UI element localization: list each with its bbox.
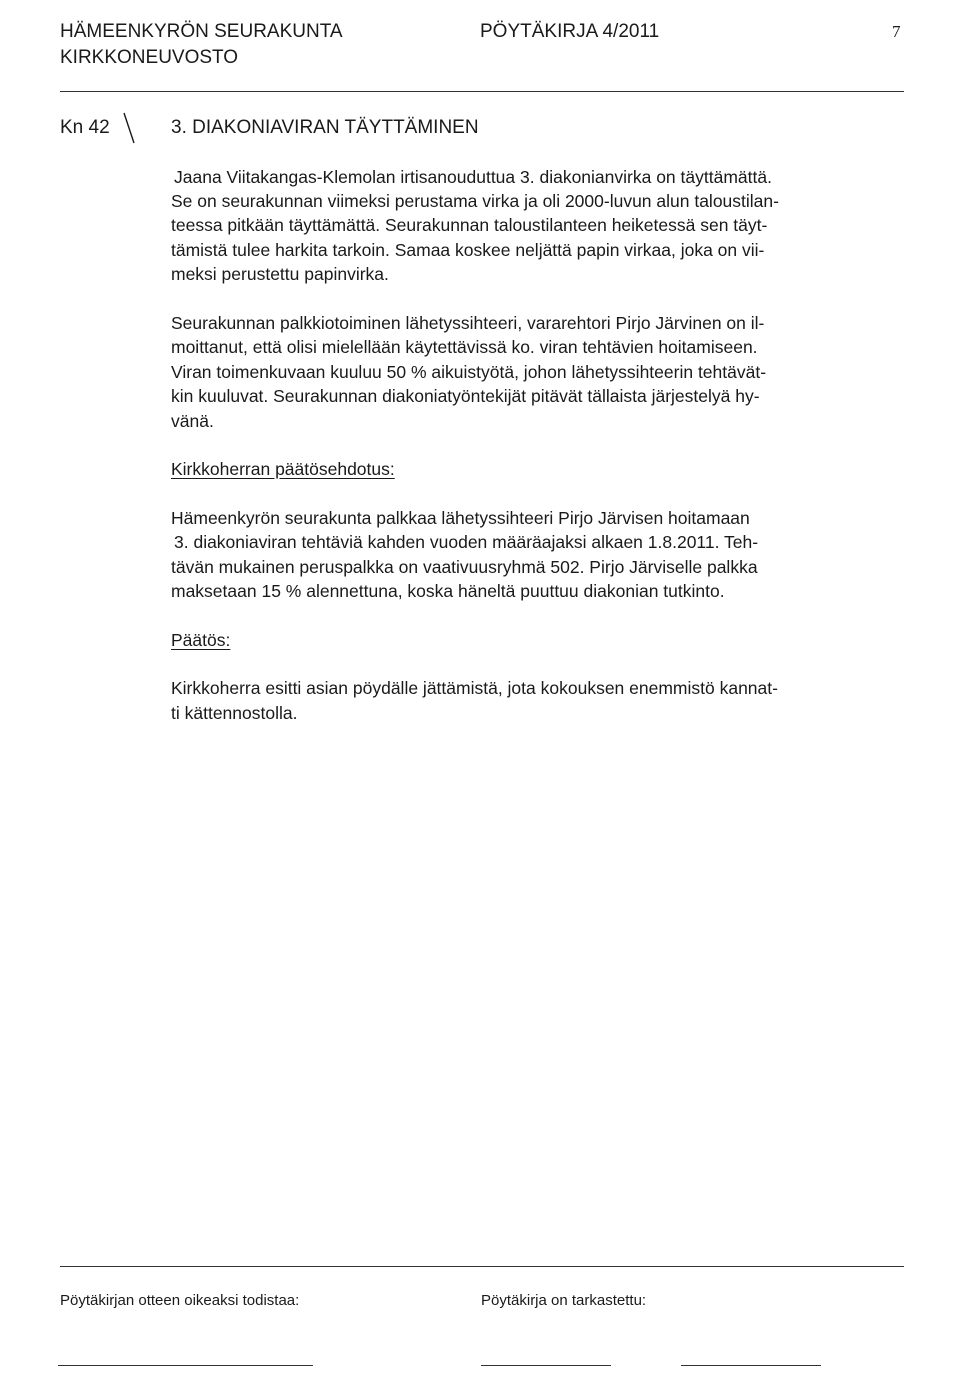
text-line: vänä.: [171, 411, 214, 431]
text-line: Kirkkoherra esitti asian pöydälle jättämistä, jota kokouksen enemmistö kannat-: [171, 678, 778, 698]
text-line: meksi perustettu papinvirka.: [171, 264, 389, 284]
text-line: tämistä tulee harkita tarkoin. Samaa koskee neljättä papin virkaa, joka on vii-: [171, 240, 765, 260]
text-line: kin kuuluvat. Seurakunnan diakoniatyöntekijät pitävät tällaista järjestelyä hy-: [171, 386, 760, 406]
signature-line: [481, 1365, 611, 1366]
signature-line: [681, 1365, 821, 1366]
footer-rule: [60, 1266, 904, 1267]
header-document: PÖYTÄKIRJA 4/2011: [480, 21, 660, 42]
footer-checked-label: Pöytäkirja on tarkastettu:: [481, 1292, 647, 1309]
section-sign-icon: [122, 111, 136, 145]
decision-heading: Päätös:: [171, 630, 231, 650]
footer-certify-label: Pöytäkirjan otteen oikeaksi todistaa:: [60, 1292, 300, 1309]
text-line: moittanut, että olisi mielellään käytettävissä ko. viran tehtävien hoitamiseen.: [171, 337, 758, 357]
signature-line: [58, 1365, 313, 1366]
text-line: Se on seurakunnan viimeksi perustama virka ja oli 2000-luvun alun taloustilan-: [171, 191, 779, 211]
header-body: KIRKKONEUVOSTO: [60, 47, 239, 68]
text-line: maksetaan 15 % alennettuna, koska häneltä puuttuu diakonian tutkinto.: [171, 581, 725, 601]
text-line: teessa pitkään täyttämättä. Seurakunnan taloustilanteen heiketessä sen täyt-: [171, 215, 768, 235]
header-rule: [60, 91, 904, 92]
text-line: Jaana Viitakangas-Klemolan irtisanouduttua 3. diakonianvirka on täyttämättä.: [174, 167, 772, 187]
header-organization: HÄMEENKYRÖN SEURAKUNTA: [60, 21, 343, 42]
item-title: 3. DIAKONIAVIRAN TÄYTTÄMINEN: [171, 117, 479, 138]
text-line: Seurakunnan palkkiotoiminen lähetyssihteeri, vararehtori Pirjo Järvinen on il-: [171, 313, 765, 333]
item-number: Kn 42: [60, 117, 110, 138]
text-line: 3. diakoniaviran tehtäviä kahden vuoden määräajaksi alkaen 1.8.2011. Teh-: [174, 532, 759, 552]
text-line: Viran toimenkuvaan kuuluu 50 % aikuistyötä, johon lähetyssihteerin tehtävät-: [171, 362, 767, 382]
text-line: Hämeenkyrön seurakunta palkkaa lähetyssihteeri Pirjo Järvisen hoitamaan: [171, 508, 750, 528]
page-number: 7: [892, 22, 901, 41]
text-line: tävän mukainen peruspalkka on vaativuusryhmä 502. Pirjo Järviselle palkka: [171, 557, 758, 577]
proposal-heading: Kirkkoherran päätösehdotus:: [171, 459, 395, 479]
text-line: ti kättennostolla.: [171, 703, 298, 723]
